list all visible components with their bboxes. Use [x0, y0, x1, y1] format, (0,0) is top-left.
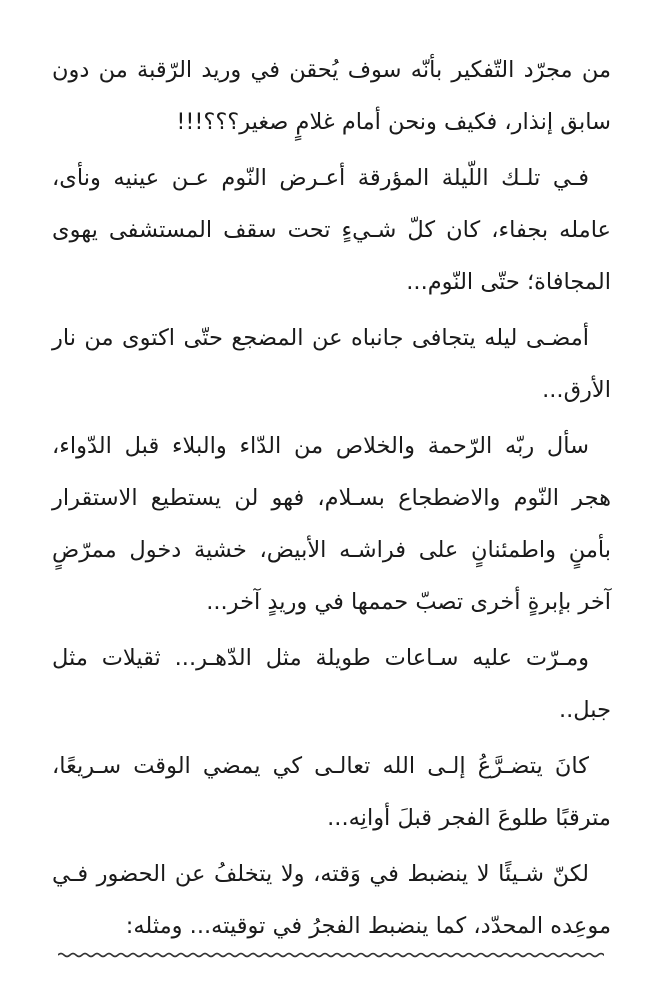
paragraph: كانَ يتضـرَّعُ إلـى الله تعالـى كي يمضي الوقت سـريعًا، مترقبًا طلوعَ الفجر قبلَ أوانِه... — [52, 753, 611, 831]
body-text — [52, 44, 611, 956]
paragraph: أمضـى ليله يتجافى جانباه عن المضجع حتّى اكتوى من نار الأرق... — [52, 325, 611, 403]
paragraph: فـي تلـك اللّيلة المؤرقة أعـرض النّوم عـن عينيه ونأى، عامله بجفاء، كان كلّ شـيءٍ تحت سقف المستشفى يهوى المجافاة؛ حتّى النّوم... — [52, 165, 611, 295]
wavy-divider — [58, 948, 604, 962]
paragraph: سأل ربّه الرّحمة والخلاص من الدّاء والبلاء قبل الدّواء، هجر النّوم والاضطجاع بسـلام، فهو لن يستطيع الاستقرار بأمنٍ واطمئنانٍ على فراشـه الأبيض، خشية دخول ممرّضٍ آخر بإبرةٍ أخرى تصبّ حممها في وريدٍ آخر... — [52, 433, 611, 615]
paragraph: ومـرّت عليه سـاعات طويلة مثل الدّهـر... ثقيلات مثل جبل.. — [52, 645, 611, 723]
paragraph: من مجرّد التّفكير بأنّه سوف يُحقن في وريد الرّقبة من دون سابق إنذار، فكيف ونحن أمام غلامٍ صغير؟؟؟!!! — [52, 57, 611, 135]
paragraph: لكنّ شـيئًا لا ينضبط في وَقته، ولا يتخلفُ عن الحضور فـي موعِده المحدّد، كما ينضبط الفجرُ في توقيته... ومثله: — [52, 861, 611, 939]
